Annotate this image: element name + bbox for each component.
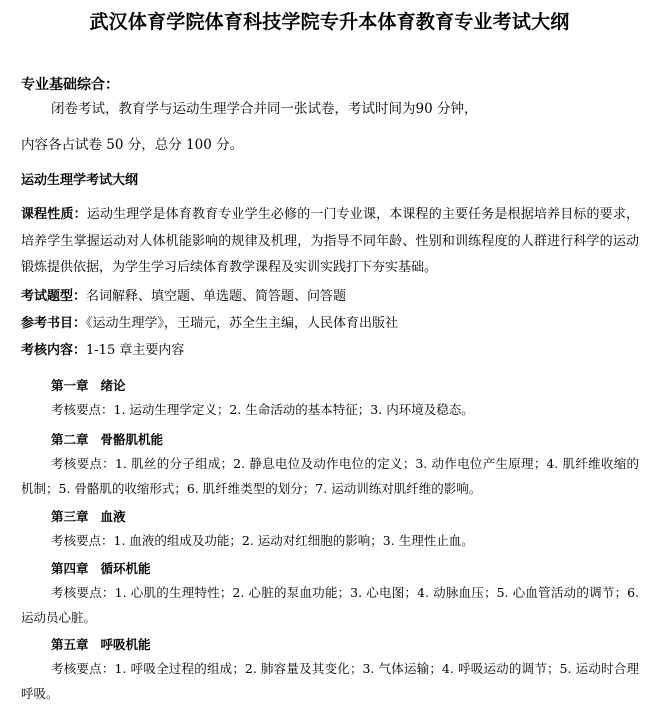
chapter-5 [21,634,639,706]
outline-heading: 运动生理学考试大纲 [21,173,139,188]
chapter-2 [21,429,639,501]
basic-line-1: 闭卷考试，教育学与运动生理学合并同一张试卷，考试时间为90 分钟， [51,101,478,117]
chapter-number: 第四章 [51,561,89,576]
basic-section [21,72,639,158]
chapter-heading [21,375,639,397]
chapter-number: 第一章 [51,378,89,393]
course-nature-paragraph [21,202,639,282]
content-label: 考核内容： [21,343,87,358]
chapter-number: 第三章 [51,509,89,524]
chapter-number: 第五章 [51,637,89,652]
content-line [21,338,639,365]
course-nature-label: 课程性质： [21,207,87,222]
chapter-number: 第二章 [51,432,89,447]
basic-line-2: 内容各占试卷 50 分，总分 100 分。 [21,137,244,153]
reference-label: 参考书目： [21,316,87,331]
chapter-heading [21,558,639,580]
chapter-1 [21,375,639,422]
chapter-points: 考核要点：1. 运动生理学定义；2. 生命活动的基本特征；3. 内环境及稳态。 [51,402,474,417]
course-nature-text: 运动生理学是体育教育专业学生必修的一门专业课，本课程的主要任务是根据培养目标的要求，培养学生掌握运动对人体机能影响的规律及机理，为指导不同年龄、性别和训练程度的人群进行科学的运动锻炼提供依据，为学生学习后续体育教学课程及实训实践打下夯实基础。 [21,207,639,275]
chapter-name: 呼吸机能 [100,637,151,652]
question-types-line [21,284,639,311]
question-types-label: 考试题型： [21,289,87,304]
question-types-text: 名词解释、填空题、单选题、简答题、问答题 [86,289,347,304]
chapter-points: 考核要点：1. 心肌的生理特性；2. 心脏的泵血功能；3. 心电图；4. 动脉血压；5. 心血管活动的调节；6. 运动员心脏。 [21,585,639,625]
chapter-heading [21,634,639,656]
content-text: 1-15 章主要内容 [86,343,185,358]
chapter-name: 绪论 [100,378,126,393]
chapter-name: 骨骼肌机能 [100,432,164,447]
reference-text: 《运动生理学》，王瑞元，苏全生主编，人民体育出版社 [86,316,399,331]
chapter-points: 考核要点：1. 呼吸全过程的组成；2. 肺容量及其变化；3. 气体运输；4. 呼吸运动的调节；5. 运动时合理呼吸。 [21,661,639,701]
reference-line [21,311,639,338]
document-title: 武汉体育学院体育科技学院专升本体育教育专业考试大纲 [89,11,570,33]
chapter-heading [21,506,639,528]
chapter-4 [21,558,639,630]
chapter-name: 血液 [100,509,126,524]
chapter-points: 考核要点：1. 血液的组成及功能；2. 运动对红细胞的影响；3. 生理性止血。 [51,533,474,548]
chapter-name: 循环机能 [100,561,151,576]
chapter-heading [21,429,639,451]
chapter-3 [21,506,639,553]
basic-heading: 专业基础综合： [21,77,119,93]
chapter-points: 考核要点：1. 肌丝的分子组成；2. 静息电位及动作电位的定义；3. 动作电位产生原理；4. 肌纤维收缩的机制；5. 骨骼肌的收缩形式；6. 肌纤维类型的划分；7. 运动训练对肌纤维的影响。 [21,456,639,496]
